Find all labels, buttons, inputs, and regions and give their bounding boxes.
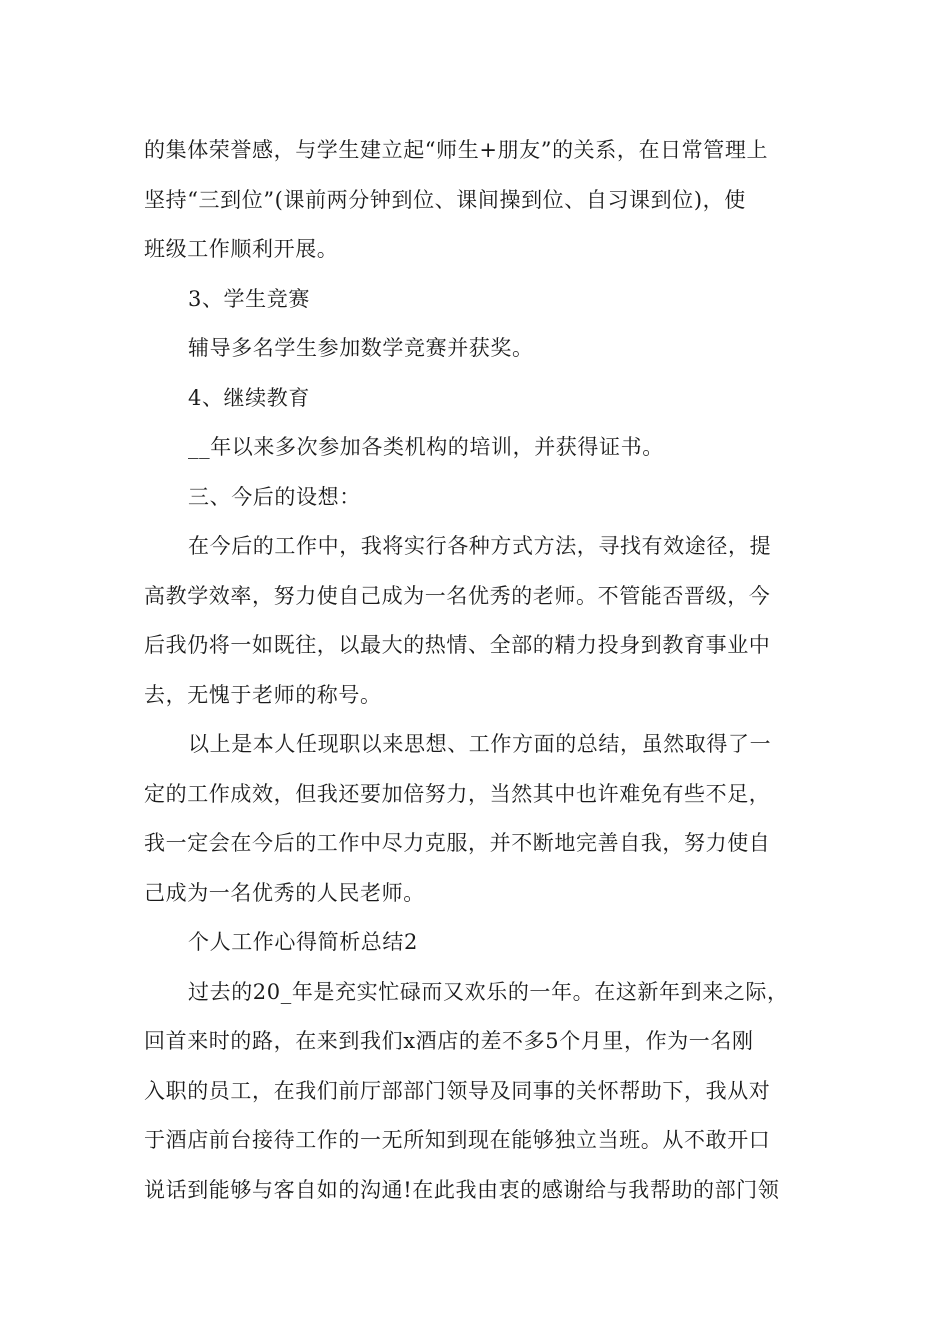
text-line: 高教学效率，努力使自己成为一名优秀的老师。不管能否晋级，今 [144,583,771,608]
text-line: 辅导多名学生参加数学竞赛并获奖。 [188,336,534,360]
text-line: __年以来多次参加各类机构的培训，并获得证书。 [188,435,664,459]
section-heading: 3、学生竞赛 [188,286,310,311]
text-line: 过去的20_年是充实忙碌而又欢乐的一年。在这新年到来之际， [188,979,789,1004]
text-line: 去，无愧于老师的称号。 [144,682,382,707]
text-line: 班级工作顺利开展。 [144,237,339,261]
text-line: 定的工作成效，但我还要加倍努力，当然其中也许难免有些不足， [144,781,771,806]
text-line: 的集体荣誉感，与学生建立起“师生+朋友”的关系，在日常管理上 [144,138,769,162]
text-line: 在今后的工作中，我将实行各种方式方法，寻找有效途径，提 [188,534,772,558]
text-line: 以上是本人任现职以来思想、工作方面的总结，虽然取得了一 [188,732,772,756]
text-line: 坚持“三到位”(课前两分钟到位、课间操到位、自习课到位)，使 [144,187,746,212]
section-heading: 4、继续教育 [188,385,310,410]
text-line: 入职的员工，在我们前厅部部门领导及同事的关怀帮助下，我从对 [144,1078,771,1103]
text-line: 我一定会在今后的工作中尽力克服，并不断地完善自我，努力使自 [144,831,771,855]
text-line: 后我仍将一如既往，以最大的热情、全部的精力投身到教育事业中 [144,633,771,657]
document-body [144,126,814,1215]
text-line: 于酒店前台接待工作的一无所知到现在能够独立当班。从不敢开口 [144,1128,771,1152]
text-line: 说话到能够与客自如的沟通!在此我由衷的感谢给与我帮助的部门领 [144,1177,780,1202]
section-heading: 三、今后的设想： [188,484,361,509]
text-line: 己成为一名优秀的人民老师。 [144,880,425,905]
text-line: 回首来时的路，在来到我们x酒店的差不多5个月里，作为一名刚 [144,1029,754,1053]
article-title: 个人工作心得简析总结2 [188,930,418,954]
